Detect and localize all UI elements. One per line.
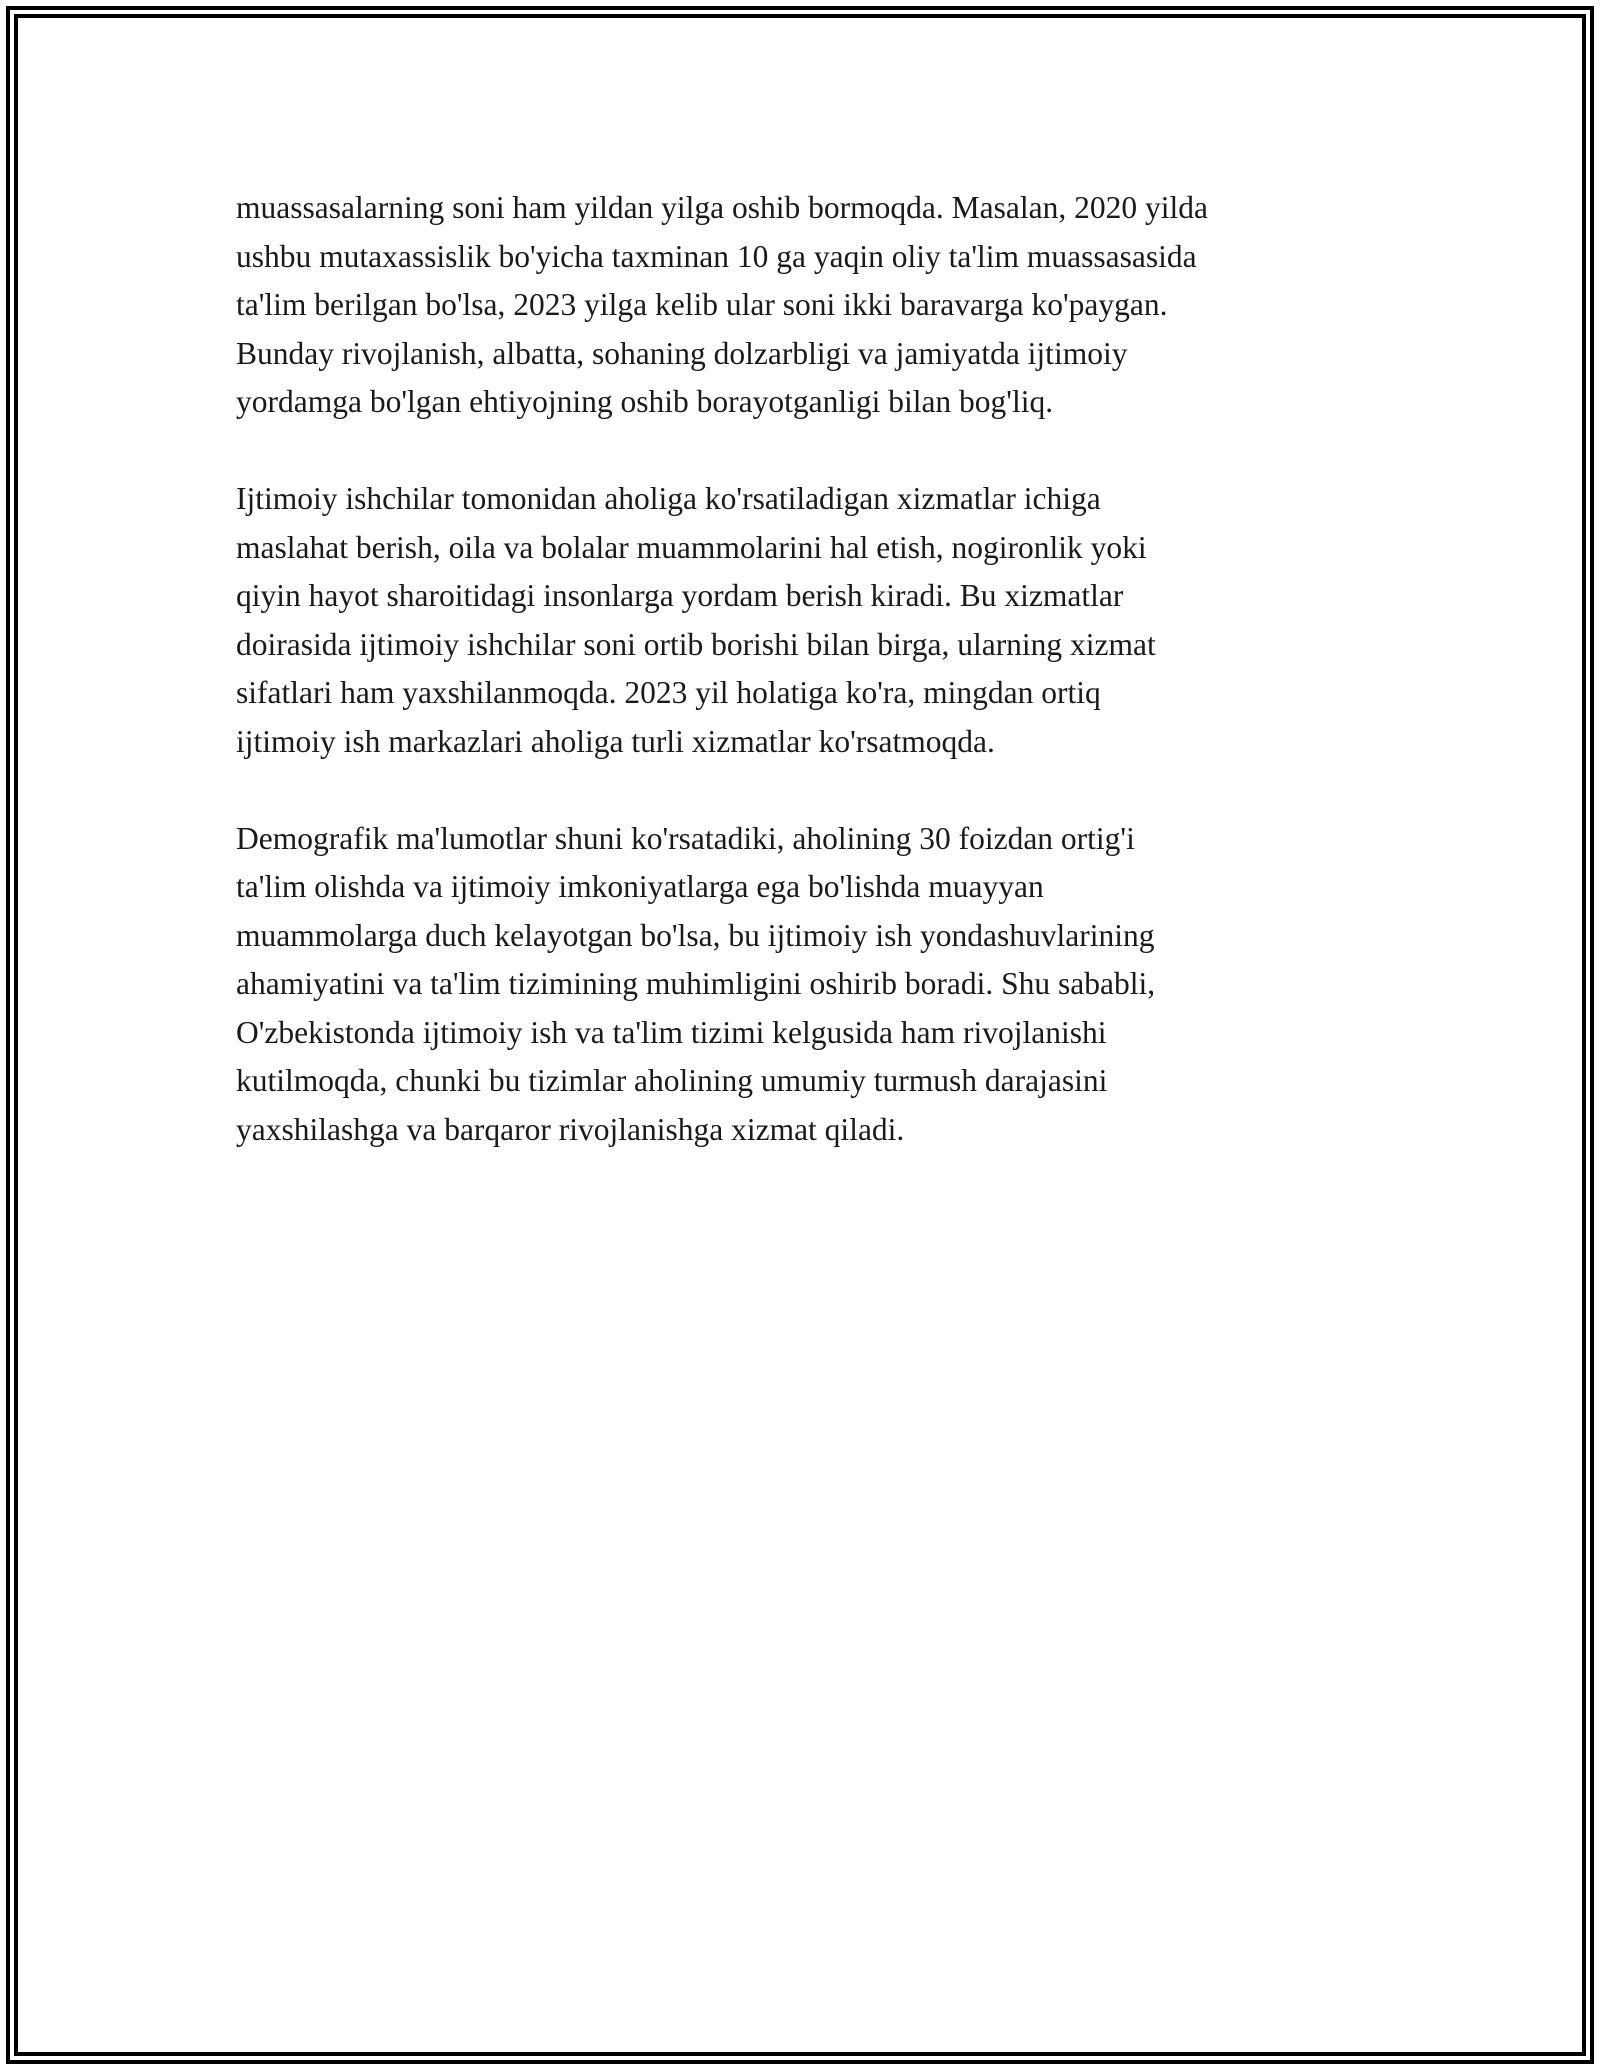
text-line: Ijtimoiy ishchilar tomonidan aholiga ko'rsatiladigan xizmatlar ichiga [236, 481, 1101, 516]
text-line: yordamga bo'lgan ehtiyojning oshib borayotganligi bilan bog'liq. [236, 384, 1054, 419]
text-line: Bunday rivojlanish, albatta, sohaning dolzarbligi va jamiyatda ijtimoiy [236, 335, 1128, 371]
text-line: maslahat berish, oila va bolalar muammolarini hal etish, nogironlik yoki [236, 529, 1147, 565]
document-body [236, 184, 1396, 1203]
text-line: ijtimoiy ish markazlari aholiga turli xizmatlar ko'rsatmoqda. [236, 723, 995, 759]
text-line: O'zbekistonda ijtimoiy ish va ta'lim tizimi kelgusida ham rivojlanishi [236, 1014, 1107, 1050]
text-line: ahamiyatini va ta'lim tizimining muhimligini oshirib boradi. Shu sababli, [236, 966, 1156, 1001]
text-line: muammolarga duch kelayotgan bo'lsa, bu ijtimoiy ish yondashuvlarining [236, 917, 1155, 953]
text-line: kutilmoqda, chunki bu tizimlar aholining umumiy turmush darajasini [236, 1063, 1108, 1098]
text-line: ushbu mutaxassislik bo'yicha taxminan 10 ga yaqin oliy ta'lim muassasasida [236, 238, 1197, 274]
text-line: muassasalarning soni ham yildan yilga oshib bormoqda. Masalan, 2020 yilda [236, 190, 1208, 225]
paragraph-1 [236, 184, 1396, 427]
text-line: Demografik ma'lumotlar shuni ko'rsatadiki, aholining 30 foizdan ortig'i [236, 820, 1135, 856]
text-line: qiyin hayot sharoitidagi insonlarga yordam berish kiradi. Bu xizmatlar [236, 578, 1124, 613]
paragraph-2 [236, 475, 1396, 766]
text-line: ta'lim berilgan bo'lsa, 2023 yilga kelib ular soni ikki baravarga ko'paygan. [236, 287, 1168, 322]
text-line: sifatlari ham yaxshilanmoqda. 2023 yil holatiga ko'ra, mingdan ortiq [236, 675, 1101, 710]
paragraph-3 [236, 815, 1396, 1155]
text-line: yaxshilashga va barqaror rivojlanishga xizmat qiladi. [236, 1111, 905, 1147]
text-line: doirasida ijtimoiy ishchilar soni ortib borishi bilan birga, ularning xizmat [236, 626, 1156, 662]
text-line: ta'lim olishda va ijtimoiy imkoniyatlarga ega bo'lishda muayyan [236, 869, 1044, 904]
